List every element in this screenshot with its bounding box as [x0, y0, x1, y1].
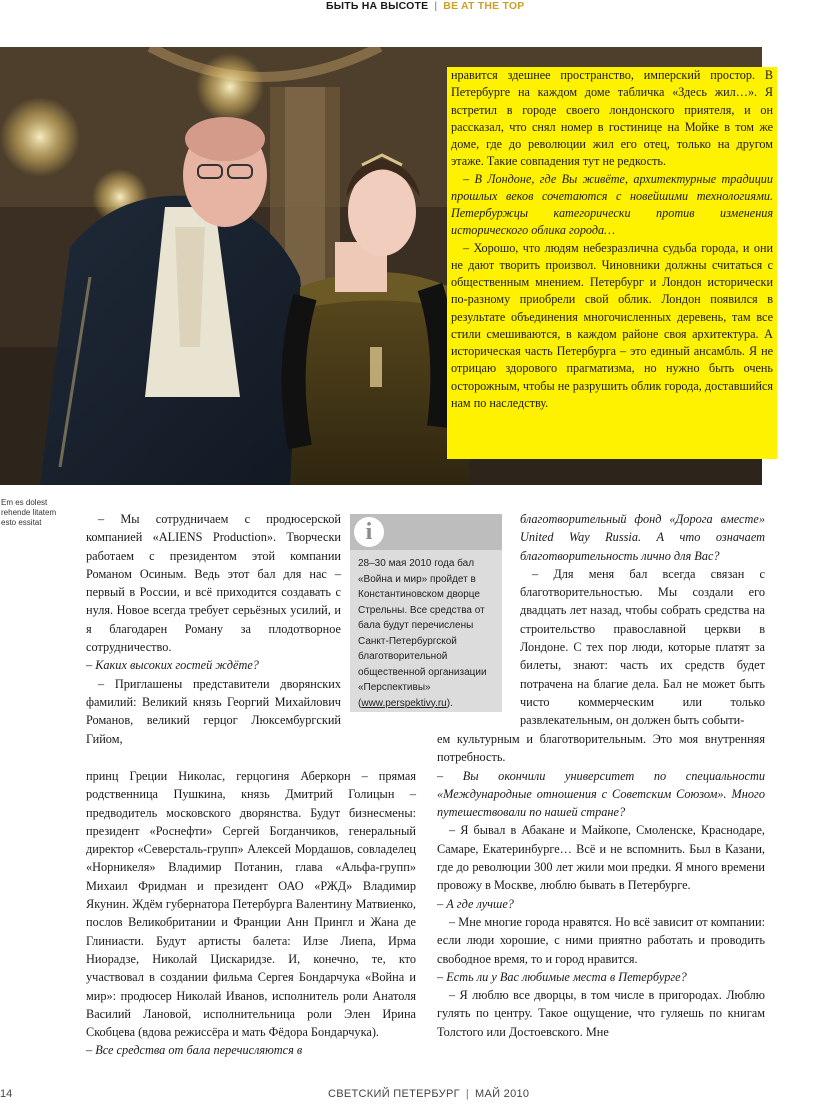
info-icon: i	[354, 517, 384, 547]
article-column-left-top	[86, 510, 341, 748]
magazine-credit	[328, 1088, 529, 1100]
issue-date: МАЙ 2010	[475, 1088, 530, 1100]
info-box-text	[358, 556, 498, 711]
interview-question: – Все средства от бала перечисляются в	[86, 1043, 303, 1058]
interview-question: – Есть ли у Вас любимые места в Петербурге?	[437, 969, 687, 984]
interview-answer: – Мне многие города нравятся. Но всё зависит от компании: если люди хорошие, с ними приятно работать и проводить свободное время, то и город нравится.	[437, 914, 765, 966]
interview-question: – А где лучше?	[437, 896, 514, 911]
interview-question: – Каких высоких гостей ждёте?	[86, 658, 259, 673]
info-text: 28–30 мая 2010 года бал «Война и мир» пройдет в Константиновском дворце Стрельны. Все средства от бала будут перечислены Санкт-Петербургской благотворительной общественной организации «Перспективы»	[358, 558, 487, 693]
interview-answer: – Я бывал в Абакане и Майкопе, Смоленске, Краснодаре, Самаре, Екатеринбурге… Всё и не вспомнить. Был в Казани, где до революции 300 лет жили мои предки. Я много времени провожу в Москве, люблю бывать в Петербурге.	[437, 823, 765, 893]
article-column-left-bottom	[86, 767, 416, 1060]
section-header	[326, 0, 524, 12]
panel-paragraph: нравится здешнее пространство, имперский простор. В Петербурге на каждом доме табличка «Здесь жил…». Я встретил в городе своего лондонского приятеля, и он рассказал, что снял номер в гостинице на Мойке в том же доме, где до революции жил его отец, только на другом этаже. Такие совпадения тут не редкость.	[451, 68, 773, 169]
panel-question: – В Лондоне, где Вы живёте, архитектурные традиции прошлых веков сочетаются с новейшими технологиями. Петербуржцы категорически против изменения исторического облика города…	[451, 171, 773, 238]
panel-answer: – Хорошо, что людям небезразлична судьба города, и они не дают творить произвол. Чиновники должны считаться с общественным мнением. Петербург и Лондон исторически по-разному приобрели свой облик. Лондон появился в результате объединения многочисленных деревень, там все стили смешиваются, в каждом районе своя архитектура. А историческая часть Петербурга – это единый ансамбль. Я не отрицаю здорового прагматизма, но нужно быть очень осторожным, чтобы не разрушить облик города, доставшийся нам по наследству.	[451, 240, 773, 410]
article-column-right-bottom	[437, 730, 765, 1041]
perspektivy-link[interactable]: www.perspektivy.ru	[361, 697, 447, 709]
info-link-prefix: (	[358, 697, 362, 709]
photo-caption: Em es dolest rehende litatem esto essitat	[1, 498, 57, 527]
interview-question: благотворительный фонд «Дорога вместе» United Way Russia. А что означает благотворительность лично для Вас?	[520, 512, 765, 563]
section-title-en: BE AT THE TOP	[443, 0, 525, 12]
interview-question: – Вы окончили университет по специальности «Международные отношения с Советским Союзом». Много путешествовали по нашей стране?	[437, 768, 765, 820]
article-paragraph: – Мы сотрудничаем с продюсерской компанией «ALIENS Production». Творчески работаем с президентом этой компании Романом Осиным. Ведь этот бал для нас – первый в России, и всё приходится создавать с нуля. Новое всегда требует серьёзных усилий, и я благодарен Роману за плодотворное сотрудничество.	[86, 512, 341, 655]
magazine-name: СВЕТСКИЙ ПЕТЕРБУРГ	[328, 1088, 460, 1100]
section-title-ru: БЫТЬ НА ВЫСОТЕ	[326, 0, 429, 12]
interview-answer: – Я люблю все дворцы, в том числе в пригородах. Люблю гулять по центру. Такое ощущение, что гуляешь по книгам Толстого или Достоевского. Мне	[437, 988, 765, 1039]
page-footer	[0, 1088, 837, 1102]
page-number: 14	[0, 1088, 13, 1100]
info-link-suffix: ).	[446, 697, 453, 709]
interview-answer: ем культурным и благотворительным. Это моя внутренняя потребность.	[437, 732, 765, 765]
info-box	[350, 514, 502, 712]
header-separator: |	[434, 0, 438, 12]
footer-separator: |	[465, 1088, 470, 1100]
quote-panel	[447, 67, 777, 459]
article-column-right-top	[520, 510, 765, 730]
interview-answer: – Для меня бал всегда связан с благотворительностью. Мы создали его двадцать лет назад, чтобы собрать средства на строительство православной церкви в Лондоне. С тех пор люди, которые платят за билеты, знают: часть их средств будет потрачена на благие дела. Бал не может быть чисто коммерческим или только развлекательным, он должен быть событи-	[520, 566, 765, 728]
article-paragraph: принц Греции Николас, герцогиня Аберкорн – прямая родственница Пушкина, князь Дмитрий Голицын – предводитель московского дворянства. Будут бизнесмены: президент «Роснефти» Сергей Богданчиков, генеральный директор «Северсталь-групп» Алексей Мордашов, совладелец «Норникеля» Владимир Потанин, глава «Альфа-групп» Михаил Фридман и президент ОАО «РЖД» Владимир Якунин. Ждём губернатора Петербурга Валентину Матвиенко, послов Великобритании и Франции Анн Прингл и Жана де Глиниасти. Будут артисты балета: Илзе Лиепа, Ирма Ниорадзе, Николай Цискаридзе. И, конечно, те, кто участвовал в создании фильма Сергея Бондарчука «Война и мир»: продюсер Николай Иванов, исполнитель роли Анатоля Василий Лановой, исполнительница роли Элен Ирина Скобцева (вдова режиссёра и мать Фёдора Бондарчука).	[86, 769, 416, 1040]
article-paragraph: – Приглашены представители дворянских фамилий: Великий князь Георгий Михайлович Романов, великий герцог Люксембургский Гийом,	[86, 676, 341, 746]
